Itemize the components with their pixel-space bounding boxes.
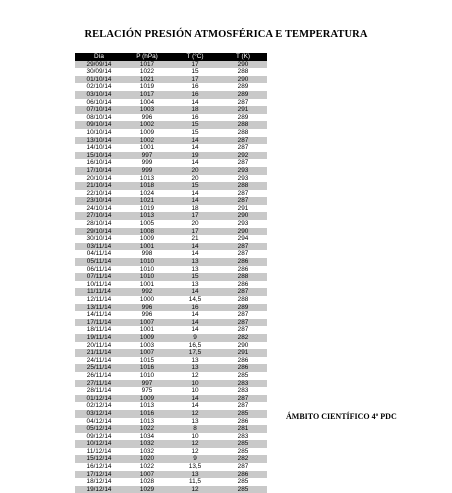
table-cell: 19/11/14 (75, 334, 123, 342)
table-cell: 13/10/14 (75, 137, 123, 145)
table-cell: 996 (123, 114, 171, 122)
table-cell: 290 (219, 212, 267, 220)
table-cell: 1007 (123, 471, 171, 479)
table-cell: 14 (171, 197, 219, 205)
table-cell: 15 (171, 121, 219, 129)
table-cell: 286 (219, 364, 267, 372)
table-cell: 13 (171, 471, 219, 479)
table-cell: 21 (171, 235, 219, 243)
table-row (75, 159, 267, 167)
table-row (75, 68, 267, 76)
table-cell: 13 (171, 364, 219, 372)
table-cell: 09/12/14 (75, 433, 123, 441)
table-cell: 287 (219, 395, 267, 403)
table-cell: 285 (219, 440, 267, 448)
table-cell: 13 (171, 281, 219, 289)
table-cell: 1007 (123, 349, 171, 357)
table-cell: 287 (219, 288, 267, 296)
table-cell: 287 (219, 243, 267, 251)
table-cell: 02/12/14 (75, 402, 123, 410)
table-cell: 14 (171, 311, 219, 319)
column-header: Día (75, 53, 123, 61)
table-cell: 14 (171, 159, 219, 167)
table-cell: 25/11/14 (75, 364, 123, 372)
table-cell: 05/12/14 (75, 425, 123, 433)
table-cell: 293 (219, 175, 267, 183)
table-cell: 17,5 (171, 349, 219, 357)
table-cell: 03/12/14 (75, 410, 123, 418)
table-row (75, 144, 267, 152)
table-cell: 16/12/14 (75, 463, 123, 471)
table-row (75, 304, 267, 312)
table-cell: 13 (171, 418, 219, 426)
table-cell: 285 (219, 448, 267, 456)
table-cell: 10/12/14 (75, 440, 123, 448)
table-header (75, 53, 267, 61)
table-row (75, 380, 267, 388)
table-cell: 28/10/14 (75, 220, 123, 228)
table-cell: 05/11/14 (75, 258, 123, 266)
table-row (75, 106, 267, 114)
column-header: T (°C) (171, 53, 219, 61)
table-cell: 17/12/14 (75, 471, 123, 479)
table-row (75, 190, 267, 198)
table-row (75, 129, 267, 137)
table-cell: 1019 (123, 83, 171, 91)
table-cell: 1015 (123, 357, 171, 365)
table-row (75, 478, 267, 486)
table-cell: 07/10/14 (75, 106, 123, 114)
table-row (75, 250, 267, 258)
table-cell: 16 (171, 114, 219, 122)
table-row (75, 61, 267, 69)
table-cell: 1032 (123, 448, 171, 456)
table-cell: 287 (219, 197, 267, 205)
table-cell: 12 (171, 372, 219, 380)
table-cell: 286 (219, 418, 267, 426)
table-cell: 1001 (123, 281, 171, 289)
table-cell: 287 (219, 326, 267, 334)
table-cell: 16,5 (171, 342, 219, 350)
table-cell: 1034 (123, 433, 171, 441)
table-cell: 14/10/14 (75, 144, 123, 152)
table-cell: 289 (219, 83, 267, 91)
table-row (75, 334, 267, 342)
table-cell: 16/10/14 (75, 159, 123, 167)
table-row (75, 258, 267, 266)
table-cell: 286 (219, 266, 267, 274)
table-row (75, 342, 267, 350)
table-cell: 999 (123, 159, 171, 167)
table-row (75, 266, 267, 274)
table-cell: 290 (219, 61, 267, 69)
table-cell: 02/10/14 (75, 83, 123, 91)
table-cell: 18 (171, 205, 219, 213)
table-cell: 287 (219, 190, 267, 198)
table-cell: 16 (171, 91, 219, 99)
table-cell: 289 (219, 114, 267, 122)
table-cell: 286 (219, 281, 267, 289)
table-cell: 997 (123, 152, 171, 160)
table-cell: 291 (219, 349, 267, 357)
table-cell: 1013 (123, 212, 171, 220)
table-cell: 14 (171, 243, 219, 251)
table-row (75, 311, 267, 319)
table-cell: 9 (171, 334, 219, 342)
table-cell: 13 (171, 357, 219, 365)
table-row (75, 99, 267, 107)
table-cell: 1022 (123, 68, 171, 76)
table-cell: 1003 (123, 342, 171, 350)
table-row (75, 137, 267, 145)
table-cell: 14 (171, 190, 219, 198)
table-cell: 11/12/14 (75, 448, 123, 456)
table-row (75, 121, 267, 129)
table-row (75, 372, 267, 380)
table-cell: 1002 (123, 137, 171, 145)
table-cell: 1003 (123, 106, 171, 114)
table-row (75, 326, 267, 334)
table-cell: 1022 (123, 425, 171, 433)
table-cell: 288 (219, 273, 267, 281)
table-cell: 17/11/14 (75, 319, 123, 327)
table-cell: 18 (171, 106, 219, 114)
table-row (75, 402, 267, 410)
table-row (75, 455, 267, 463)
table-cell: 8 (171, 425, 219, 433)
table-cell: 29/10/14 (75, 228, 123, 236)
table-cell: 24/10/14 (75, 205, 123, 213)
page-title: RELACIÓN PRESIÓN ATMOSFÉRICA E TEMPERATURA (84, 29, 368, 40)
table-cell: 20/11/14 (75, 342, 123, 350)
table-row (75, 205, 267, 213)
table-cell: 288 (219, 182, 267, 190)
table-row (75, 319, 267, 327)
table-cell: 997 (123, 380, 171, 388)
table-cell: 15 (171, 68, 219, 76)
table-cell: 17 (171, 76, 219, 84)
table-cell: 1001 (123, 144, 171, 152)
table-cell: 14 (171, 395, 219, 403)
table-cell: 15 (171, 273, 219, 281)
table-cell: 289 (219, 91, 267, 99)
table-cell: 285 (219, 372, 267, 380)
table-cell: 1010 (123, 372, 171, 380)
table-cell: 14 (171, 137, 219, 145)
table-cell: 1008 (123, 228, 171, 236)
table-cell: 20 (171, 167, 219, 175)
table-cell: 14 (171, 99, 219, 107)
table-cell: 287 (219, 137, 267, 145)
table-cell: 1002 (123, 121, 171, 129)
table-cell: 285 (219, 478, 267, 486)
table-cell: 17/10/14 (75, 167, 123, 175)
table-row (75, 395, 267, 403)
table-cell: 14 (171, 402, 219, 410)
table-cell: 1009 (123, 334, 171, 342)
table-cell: 1022 (123, 463, 171, 471)
table-cell: 04/11/14 (75, 250, 123, 258)
table-cell: 1013 (123, 175, 171, 183)
table-cell: 283 (219, 387, 267, 395)
table-cell: 1010 (123, 273, 171, 281)
table-cell: 9 (171, 455, 219, 463)
table-cell: 1013 (123, 402, 171, 410)
table-cell: 14 (171, 319, 219, 327)
table-cell: 14,5 (171, 296, 219, 304)
table-cell: 27/10/14 (75, 212, 123, 220)
table-cell: 22/10/14 (75, 190, 123, 198)
table-cell: 20 (171, 220, 219, 228)
table-cell: 20/10/14 (75, 175, 123, 183)
table-cell: 1007 (123, 319, 171, 327)
table-cell: 15 (171, 182, 219, 190)
header-row (75, 53, 267, 61)
table-cell: 292 (219, 152, 267, 160)
table-cell: 10 (171, 387, 219, 395)
table-cell: 07/11/14 (75, 273, 123, 281)
table-cell: 17 (171, 228, 219, 236)
table-cell: 1005 (123, 220, 171, 228)
table-row (75, 220, 267, 228)
table-cell: 08/10/14 (75, 114, 123, 122)
subject-label: ÁMBITO CIENTÍFICO 4º PDC (286, 412, 397, 421)
table-row (75, 410, 267, 418)
table-cell: 17 (171, 212, 219, 220)
table-cell: 287 (219, 402, 267, 410)
table-cell: 290 (219, 228, 267, 236)
table-cell: 1020 (123, 455, 171, 463)
table-cell: 1000 (123, 296, 171, 304)
table-cell: 1001 (123, 243, 171, 251)
table-cell: 992 (123, 288, 171, 296)
table-cell: 30/09/14 (75, 68, 123, 76)
table-row (75, 212, 267, 220)
table-cell: 12 (171, 410, 219, 418)
table-cell: 1010 (123, 258, 171, 266)
table-cell: 10 (171, 380, 219, 388)
table-cell: 11,5 (171, 478, 219, 486)
table-cell: 1001 (123, 326, 171, 334)
table-cell: 03/11/14 (75, 243, 123, 251)
table-cell: 287 (219, 319, 267, 327)
table-cell: 1009 (123, 235, 171, 243)
table-row (75, 175, 267, 183)
table-cell: 14 (171, 326, 219, 334)
table-row (75, 364, 267, 372)
table-cell: 282 (219, 455, 267, 463)
table-cell: 20 (171, 175, 219, 183)
table-row (75, 182, 267, 190)
table-cell: 06/10/14 (75, 99, 123, 107)
table-cell: 283 (219, 380, 267, 388)
table-cell: 24/11/14 (75, 357, 123, 365)
table-cell: 29/09/14 (75, 61, 123, 69)
table-cell: 282 (219, 334, 267, 342)
table-cell: 1017 (123, 91, 171, 99)
table-cell: 285 (219, 410, 267, 418)
table-cell: 1018 (123, 182, 171, 190)
table-cell: 287 (219, 99, 267, 107)
table-cell: 21/11/14 (75, 349, 123, 357)
table-cell: 289 (219, 304, 267, 312)
table-cell: 1017 (123, 61, 171, 69)
table-cell: 975 (123, 387, 171, 395)
table-row (75, 357, 267, 365)
table-cell: 16 (171, 83, 219, 91)
table-cell: 04/12/14 (75, 418, 123, 426)
table-cell: 996 (123, 311, 171, 319)
table-cell: 290 (219, 342, 267, 350)
table-cell: 1028 (123, 478, 171, 486)
table-cell: 14 (171, 288, 219, 296)
table-row (75, 296, 267, 304)
table-row (75, 167, 267, 175)
table-cell: 19/12/14 (75, 486, 123, 493)
table-cell: 291 (219, 106, 267, 114)
table-cell: 12 (171, 448, 219, 456)
table-cell: 286 (219, 471, 267, 479)
table-cell: 999 (123, 167, 171, 175)
table-row (75, 235, 267, 243)
data-table (75, 53, 267, 493)
table-cell: 11/11/14 (75, 288, 123, 296)
table-cell: 28/11/14 (75, 387, 123, 395)
table-cell: 01/10/14 (75, 76, 123, 84)
table-cell: 1021 (123, 197, 171, 205)
table-cell: 16 (171, 304, 219, 312)
table-cell: 14/11/14 (75, 311, 123, 319)
table-cell: 290 (219, 76, 267, 84)
table-cell: 1009 (123, 395, 171, 403)
table-cell: 283 (219, 433, 267, 441)
table-row (75, 197, 267, 205)
table-row (75, 76, 267, 84)
table-row (75, 288, 267, 296)
table-cell: 1016 (123, 364, 171, 372)
table-cell: 293 (219, 167, 267, 175)
table-cell: 27/11/14 (75, 380, 123, 388)
column-header: T (K) (219, 53, 267, 61)
table-cell: 288 (219, 296, 267, 304)
table-cell: 13,5 (171, 463, 219, 471)
table-cell: 13 (171, 258, 219, 266)
table-cell: 14 (171, 144, 219, 152)
table-cell: 12 (171, 486, 219, 493)
table-cell: 287 (219, 311, 267, 319)
table-row (75, 387, 267, 395)
table-cell: 30/10/14 (75, 235, 123, 243)
table-cell: 1024 (123, 190, 171, 198)
table-cell: 1013 (123, 418, 171, 426)
table-row (75, 471, 267, 479)
table-cell: 1010 (123, 266, 171, 274)
table-cell: 287 (219, 159, 267, 167)
table-cell: 286 (219, 258, 267, 266)
table-row (75, 418, 267, 426)
table-row (75, 463, 267, 471)
table-body (75, 61, 267, 493)
column-header: P (hPa) (123, 53, 171, 61)
table-row (75, 433, 267, 441)
table-cell: 18/12/14 (75, 478, 123, 486)
table-cell: 13/11/14 (75, 304, 123, 312)
table-cell: 285 (219, 486, 267, 493)
table-cell: 10 (171, 433, 219, 441)
table-cell: 15/12/14 (75, 455, 123, 463)
table-row (75, 91, 267, 99)
table-cell: 12/11/14 (75, 296, 123, 304)
table-cell: 09/10/14 (75, 121, 123, 129)
table-cell: 294 (219, 235, 267, 243)
table-row (75, 243, 267, 251)
table-cell: 14 (171, 250, 219, 258)
table-cell: 15 (171, 129, 219, 137)
table-cell: 288 (219, 121, 267, 129)
table-cell: 1029 (123, 486, 171, 493)
table-cell: 10/11/14 (75, 281, 123, 289)
table-cell: 12 (171, 440, 219, 448)
table-cell: 1019 (123, 205, 171, 213)
table-cell: 288 (219, 68, 267, 76)
table-cell: 287 (219, 463, 267, 471)
table-row (75, 152, 267, 160)
table-cell: 03/10/14 (75, 91, 123, 99)
table-row (75, 228, 267, 236)
table-cell: 06/11/14 (75, 266, 123, 274)
table-cell: 287 (219, 144, 267, 152)
table-cell: 281 (219, 425, 267, 433)
table-cell: 1021 (123, 76, 171, 84)
table-cell: 01/12/14 (75, 395, 123, 403)
table-row (75, 349, 267, 357)
table-cell: 1032 (123, 440, 171, 448)
table-cell: 26/11/14 (75, 372, 123, 380)
table-cell: 996 (123, 304, 171, 312)
table-cell: 287 (219, 250, 267, 258)
table-row (75, 281, 267, 289)
table-cell: 23/10/14 (75, 197, 123, 205)
table-row (75, 425, 267, 433)
table-cell: 1009 (123, 129, 171, 137)
table-row (75, 114, 267, 122)
table-row (75, 273, 267, 281)
table-cell: 17 (171, 61, 219, 69)
table-row (75, 486, 267, 493)
table-cell: 19 (171, 152, 219, 160)
table-row (75, 83, 267, 91)
table-cell: 13 (171, 266, 219, 274)
table-cell: 288 (219, 129, 267, 137)
table-cell: 1004 (123, 99, 171, 107)
table-row (75, 440, 267, 448)
table-cell: 10/10/14 (75, 129, 123, 137)
table-cell: 998 (123, 250, 171, 258)
table-cell: 1016 (123, 410, 171, 418)
table-cell: 18/11/14 (75, 326, 123, 334)
table-cell: 286 (219, 357, 267, 365)
table-cell: 291 (219, 205, 267, 213)
table-cell: 15/10/14 (75, 152, 123, 160)
table-cell: 293 (219, 220, 267, 228)
table-cell: 21/10/14 (75, 182, 123, 190)
